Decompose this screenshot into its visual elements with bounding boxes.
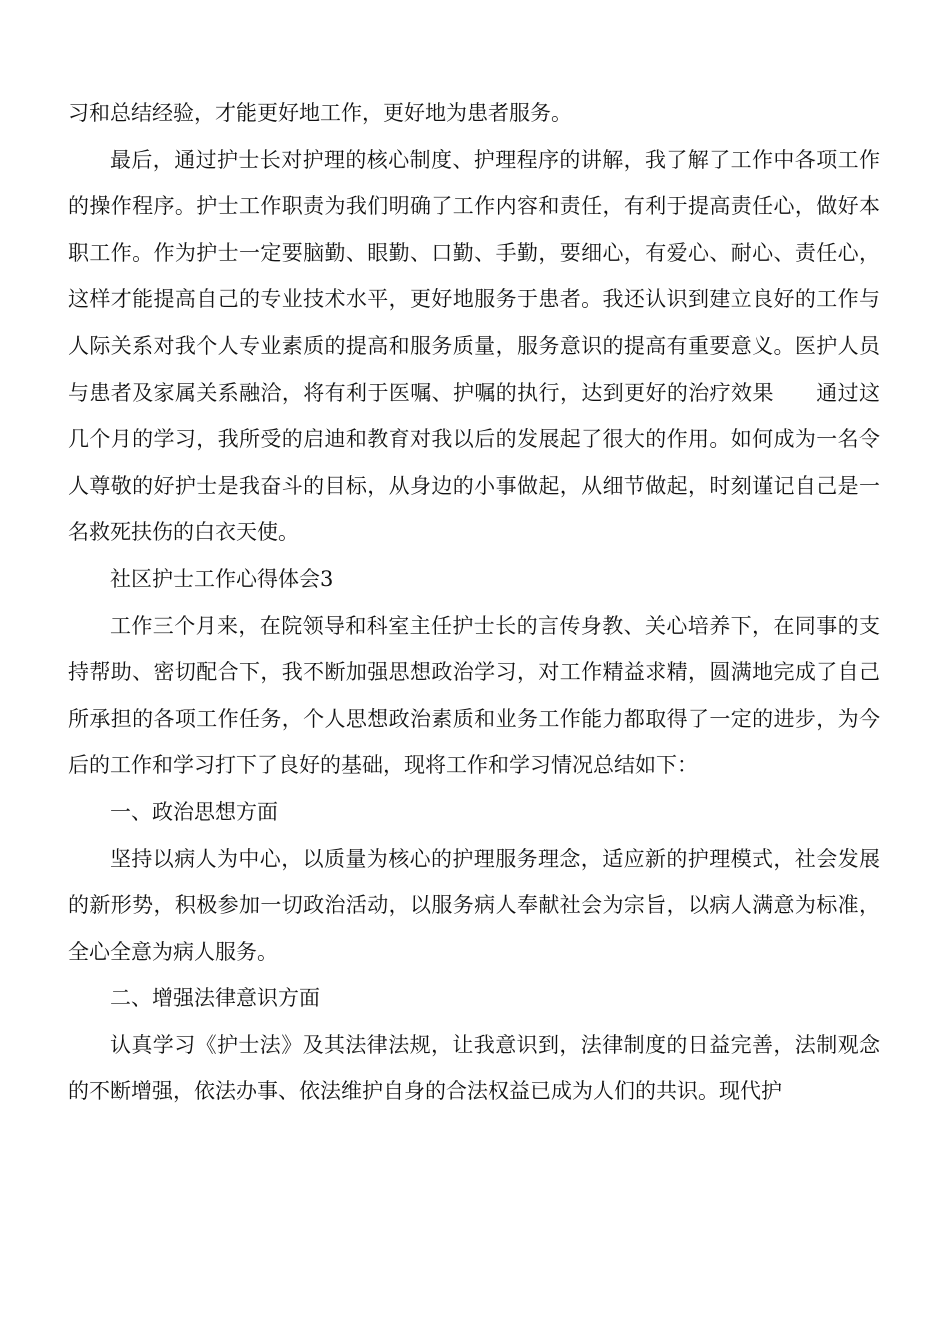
document-page [68, 90, 880, 1115]
subheading-political: 一、政治思想方面 [110, 799, 278, 824]
section-heading-3: 社区护士工作心得体会3 [110, 566, 334, 591]
paragraph-legal: 认真学习《护士法》及其法律法规，让我意识到，法律制度的日益完善，法制观念的不断增强，依法办事、依法维护自身的合法权益已成为人们的共识。现代护 [68, 1032, 880, 1104]
paragraph-summary [68, 137, 880, 556]
paragraph-political: 坚持以病人为中心，以质量为核心的护理服务理念，适应新的护理模式，社会发展的新形势，积极参加一切政治活动，以服务病人奉献社会为宗旨，以病人满意为标准，全心全意为病人服务。 [68, 846, 880, 964]
paragraph-summary-closing: 通过这几个月的学习，我所受的启迪和教育对我以后的发展起了很大的作用。如何成为一名令人尊敬的好护士是我奋斗的目标，从身边的小事做起，从细节做起，时刻谨记自己是一名救死扶伤的白衣天使。 [68, 380, 881, 545]
paragraph-intro: 工作三个月来，在院领导和科室主任护士长的言传身教、关心培养下，在同事的支持帮助、密切配合下，我不断加强思想政治学习，对工作精益求精，圆满地完成了自己所承担的各项工作任务，个人思想政治素质和业务工作能力都取得了一定的进步，为今后的工作和学习打下了良好的基础，现将工作和学习情况总结如下： [68, 613, 880, 778]
paragraph-continuation: 习和总结经验，才能更好地工作，更好地为患者服务。 [68, 101, 572, 125]
paragraph-summary-text: 最后，通过护士长对护理的核心制度、护理程序的讲解，我了解了工作中各项工作的操作程序。护士工作职责为我们明确了工作内容和责任，有利于提高责任心，做好本职工作。作为护士一定要脑勤、眼勤、口勤、手勤，要细心，有爱心、耐心、责任心，这样才能提高自己的专业技术水平，更好地服务于患者。我还认识到建立良好的工作与人际关系对我个人专业素质的提高和服务质量，服务意识的提高有重要意义。医护人员与患者及家属关系融洽，将有利于医嘱、护嘱的执行，达到更好的治疗效果 [68, 147, 880, 405]
subheading-legal: 二、增强法律意识方面 [110, 986, 320, 1011]
